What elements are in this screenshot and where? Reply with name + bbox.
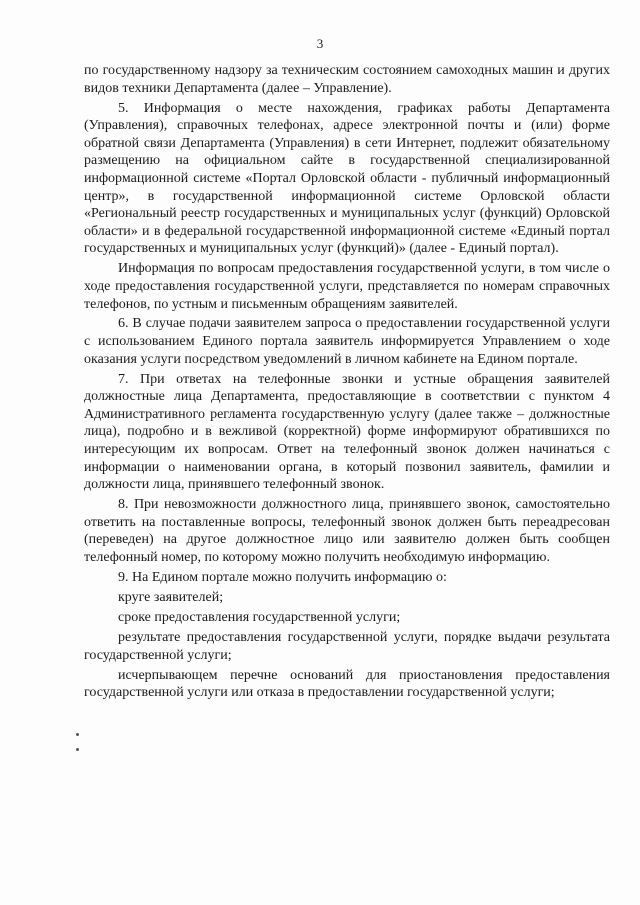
list-item-term: сроке предоставления государственной услуги;	[118, 609, 401, 625]
margin-dot	[76, 733, 79, 736]
paragraph-item-7: 7. При ответах на телефонные звонки и устные обращения заявителей должностные лица Департамента, предоставляющие в соответствии с пунктом 4 Административного регламента государственную услугу (далее также – должностные лица), подробно и в вежливой (корректной) форме информируют обратившихся по интересующим их вопросам. Ответ на телефонный звонок должен начинаться с информации о наименовании органа, в который позвонил заявитель, фамилии и должности лица, принявшего телефонный звонок.	[84, 371, 610, 493]
paragraph-item-6: 6. В случае подачи заявителем запроса о предоставлении государственной услуги с использованием Единого портала заявитель информируется Управлением о ходе оказания услуги посредством уведомлений в личном кабинете на Едином портале.	[84, 316, 610, 367]
document-body	[84, 62, 610, 704]
paragraph-item-5: 5. Информация о месте нахождения, графиках работы Департамента (Управления), справочных телефонах, адресе электронной почты и (или) форме обратной связи Департамента (Управления) в сети Интернет, подлежит обязательному размещению на официальном сайте в государственной специализированной информационной системе «Портал Орловской области - публичный информационный центр», в государственной информационной системе Орловской области «Региональный реестр государственных и муниципальных услуг (функций) Орловской области» и в федеральной государственной информационной системе «Единый портал государственных и муниципальных услуг (функций)» (далее - Единый портал).	[84, 100, 610, 257]
paragraph-continuation: по государственному надзору за техническим состоянием самоходных машин и других видов техники Департамента (далее – Управление).	[84, 63, 610, 96]
list-item-grounds: исчерпывающем перечне оснований для приостановления предоставления государственной услуги или отказа в предоставлении государственной услуги;	[84, 667, 610, 701]
margin-dot	[76, 748, 79, 751]
list-item-result: результате предоставления государственной услуги, порядке выдачи результата государственной услуги;	[84, 629, 610, 663]
paragraph-item-8: 8. При невозможности должностного лица, принявшего звонок, самостоятельно ответить на поставленные вопросы, телефонный звонок должен быть переадресован (переведен) на другое должностное лицо или заявителю должен быть сообщен телефонный номер, по которому можно получить необходимую информацию.	[84, 497, 610, 565]
list-item-applicants: круге заявителей;	[118, 589, 224, 605]
page-number: 3	[316, 36, 324, 51]
paragraph-item-9: 9. На Едином портале можно получить информацию о:	[118, 569, 447, 585]
paragraph-info-provision: Информация по вопросам предоставления государственной услуги, в том числе о ходе предоставления государственной услуги, представляется по номерам справочных телефонов, по устным и письменным обращениям заявителей.	[84, 261, 610, 312]
